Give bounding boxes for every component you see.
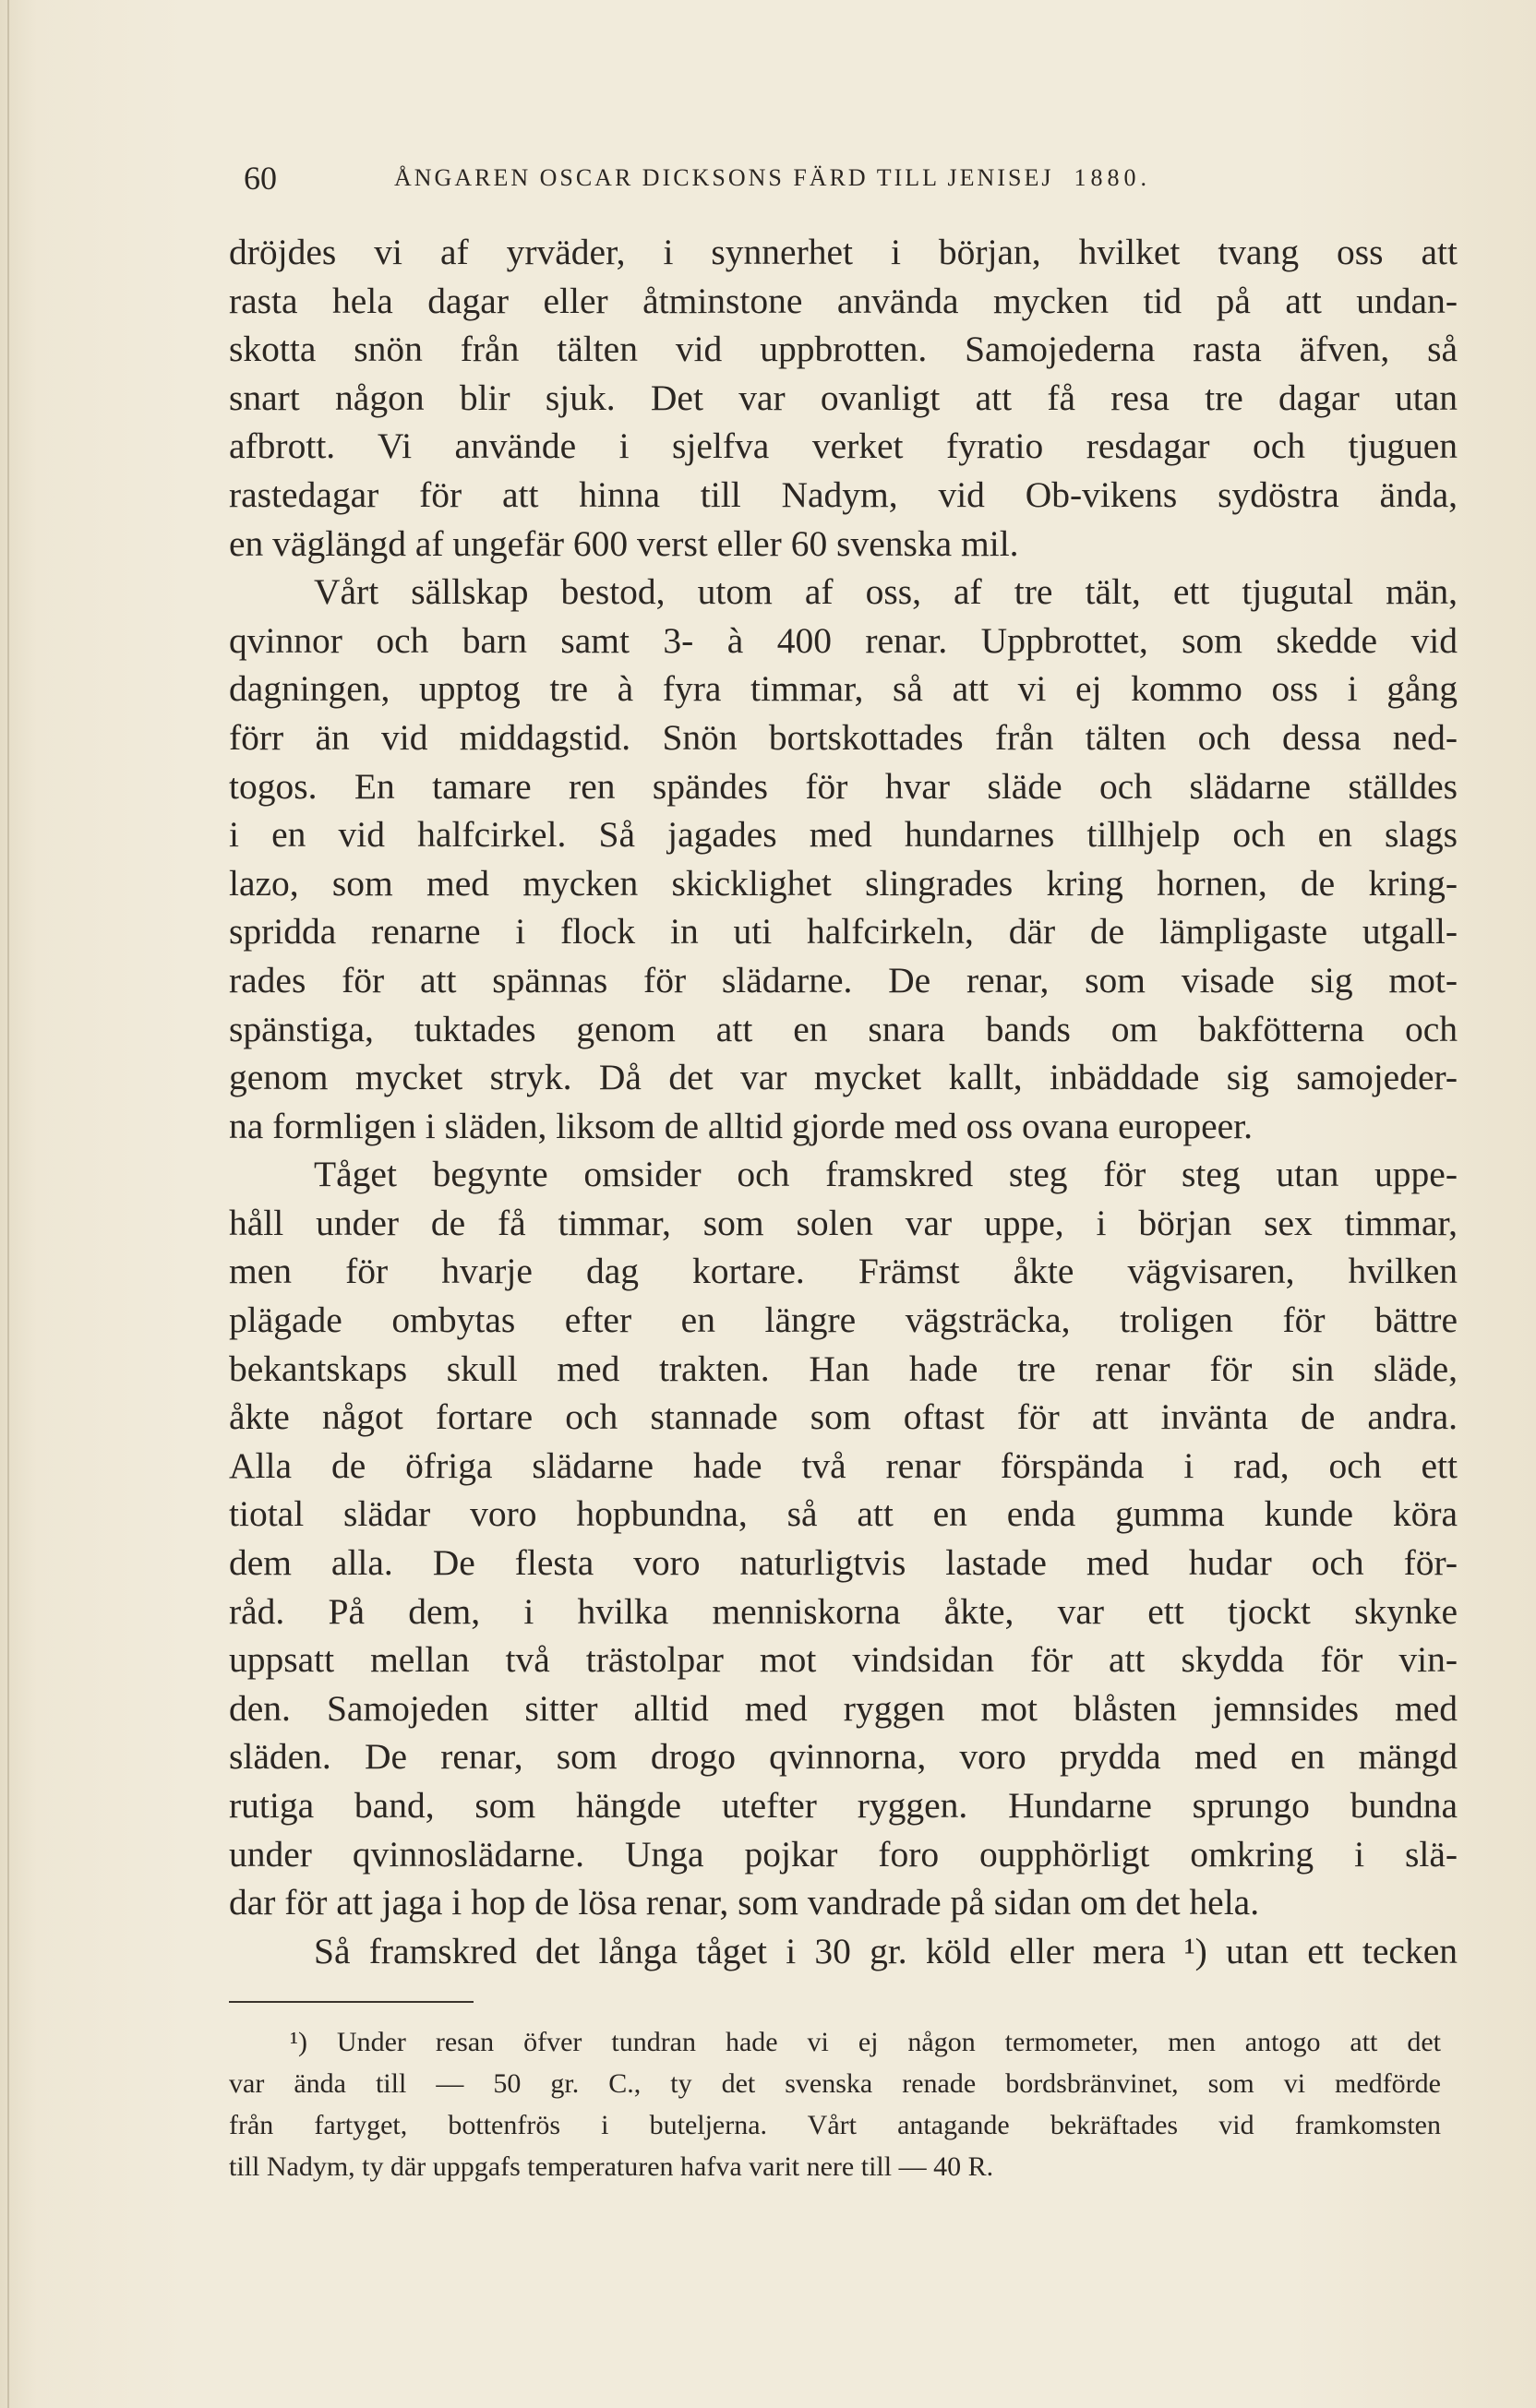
text-line: håll under de få timmar, som solen var uppe, i början sex timmar, [229, 1202, 1458, 1243]
text-line: en väglängd af ungefär 600 verst eller 60 svenska mil. [229, 522, 1019, 564]
text-line: genom mycket stryk. Då det var mycket kallt, inbäddade sig samojeder- [229, 1057, 1458, 1098]
text-line: dar för att jaga i hop de lösa renar, som vandrade på sidan om det hela. [229, 1882, 1260, 1923]
text-line: Vårt sällskap bestod, utom af oss, af tre tält, ett tjugutal män, [314, 571, 1458, 613]
footnote-divider [229, 2001, 474, 2003]
running-title [394, 164, 1151, 192]
text-line: lazo, som med mycken skicklighet slingrades kring hornen, de kring- [229, 862, 1458, 904]
text-line: rutiga band, som hängde utefter ryggen. Hundarne sprungo bundna [229, 1785, 1458, 1826]
text-line: men för hvarje dag kortare. Främst åkte vägvisaren, hvilken [229, 1251, 1458, 1292]
text-line: Tåget begynte omsider och framskred steg för steg utan uppe- [314, 1154, 1458, 1195]
text-line: förr än vid middagstid. Snön bortskottades från tälten och dessa ned- [229, 716, 1458, 758]
text-line: togos. En tamare ren spändes för hvar släde och slädarne ställdes [229, 765, 1458, 807]
footnote-line: från fartyget, bottenfrös i buteljerna. Vårt antagande bekräftades vid framkomsten [229, 2110, 1441, 2140]
text-line: rasta hela dagar eller åtminstone använda mycken tid på att undan- [229, 280, 1458, 321]
text-line: i en vid halfcirkel. Så jagades med hundarnes tillhjelp och en slags [229, 814, 1458, 856]
footnote-line: var ända till — 50 gr. C., ty det svenska renade bordsbränvinet, som vi medförde [229, 2068, 1441, 2099]
text-line: dagningen, upptog tre à fyra timmar, så att vi ej kommo oss i gång [229, 668, 1458, 710]
page-header [244, 159, 1287, 205]
text-line: spänstiga, tuktades genom att en snara bands om bakfötterna och [229, 1008, 1458, 1049]
text-line: bekantskaps skull med trakten. Han hade tre renar för sin släde, [229, 1348, 1458, 1389]
text-line: råd. På dem, i hvilka menniskorna åkte, var ett tjockt skynke [229, 1590, 1458, 1632]
text-line: släden. De renar, som drogo qvinnorna, voro prydda med en mängd [229, 1736, 1458, 1778]
paragraph [229, 1150, 1458, 1927]
footnote-line: till Nadym, ty där uppgafs temperaturen hafva varit nere till — 40 R. [229, 2151, 994, 2182]
text-line: den. Samojeden sitter alltid med ryggen mot blåsten jemnsides med [229, 1687, 1458, 1729]
page-number: 60 [244, 160, 277, 197]
text-line: åkte något fortare och stannade som oftast för att invänta de andra. [229, 1396, 1458, 1438]
text-line: qvinnor och barn samt 3- à 400 renar. Uppbrottet, som skedde vid [229, 619, 1458, 661]
page-edge [7, 0, 9, 2408]
paragraph [229, 228, 1458, 568]
footnote [229, 2021, 1441, 2187]
text-line: spridda renarne i flock in uti halfcirkeln, där de lämpligaste utgall- [229, 911, 1458, 952]
text-line: Så framskred det långa tåget i 30 gr. köld eller mera ¹) utan ett tecken [314, 1930, 1458, 1971]
paragraph [229, 568, 1458, 1150]
text-line: tiotal slädar voro hopbundna, så att en enda gumma kunde köra [229, 1493, 1458, 1535]
running-title-year: 1880. [1074, 164, 1151, 191]
text-line: afbrott. Vi använde i sjelfva verket fyratio resdagar och tjuguen [229, 425, 1458, 467]
text-line: uppsatt mellan två trästolpar mot vindsidan för att skydda för vin- [229, 1639, 1458, 1681]
text-line: dröjdes vi af yrväder, i synnerhet i början, hvilket tvang oss att [229, 232, 1458, 272]
text-line: rastedagar för att hinna till Nadym, vid Ob-vikens sydöstra ända, [229, 473, 1458, 515]
text-line: snart någon blir sjuk. Det var ovanligt att få resa tre dagar utan [229, 377, 1458, 418]
text-line: under qvinnoslädarne. Unga pojkar foro oupphörligt omkring i slä- [229, 1833, 1458, 1875]
text-line: skotta snön från tälten vid uppbrotten. Samojederna rasta äfven, så [229, 329, 1458, 370]
text-line: dem alla. De flesta voro naturligtvis lastade med hudar och för- [229, 1542, 1458, 1584]
text-line: Alla de öfriga slädarne hade två renar förspända i rad, och ett [229, 1444, 1458, 1486]
footnote-line: ¹) Under resan öfver tundran hade vi ej någon termometer, men antogo att det [290, 2027, 1441, 2057]
paragraph [229, 1927, 1458, 1976]
running-title-text: ÅNGAREN OSCAR DICKSONS FÄRD TILL JENISEJ [394, 164, 1054, 191]
body-text [229, 228, 1458, 1975]
text-line: plägade ombytas efter en längre vägsträcka, troligen för bättre [229, 1300, 1458, 1341]
text-line: na formligen i släden, liksom de alltid gjorde med oss ovana europeer. [229, 1105, 1254, 1146]
text-line: rades för att spännas för slädarne. De renar, som visade sig mot- [229, 959, 1458, 1000]
